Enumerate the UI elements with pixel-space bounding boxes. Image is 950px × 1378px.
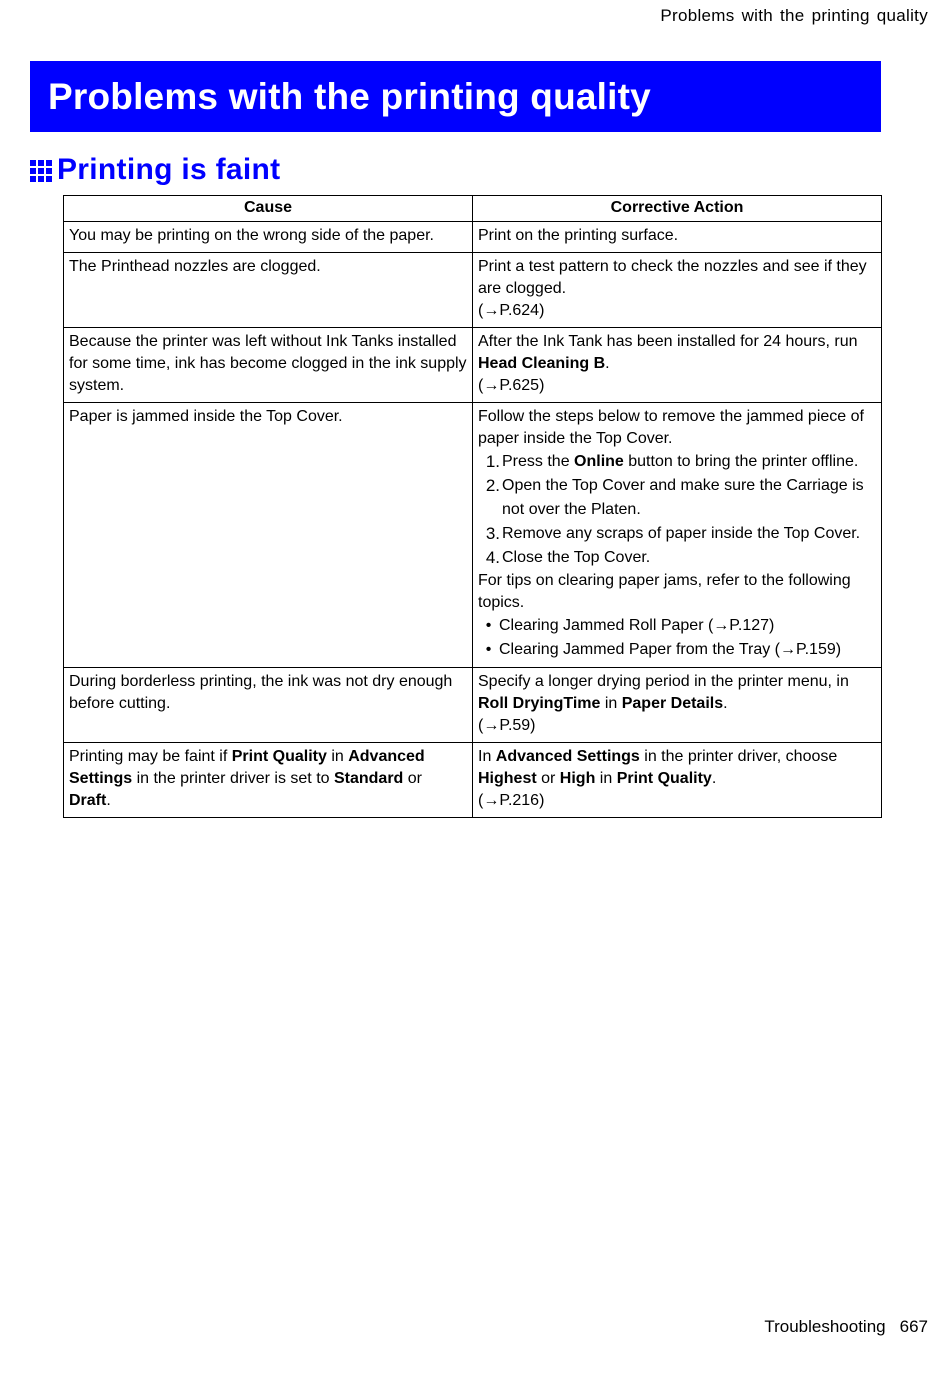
cell-line xyxy=(478,746,876,790)
text-run: in the printer driver, choose xyxy=(639,748,838,765)
table-row xyxy=(64,403,882,668)
text-run: In xyxy=(478,748,496,765)
tip-text: Clearing Jammed Roll Paper (→P.127) xyxy=(499,617,775,634)
step-text xyxy=(500,474,876,522)
bold-term: Online xyxy=(574,453,624,470)
bold-term: Paper Details xyxy=(621,695,724,712)
tip-text: Clearing Jammed Paper from the Tray (→P.159) xyxy=(499,641,842,658)
table-row xyxy=(64,668,882,743)
section-title: Printing is faint xyxy=(57,153,281,186)
cell-line xyxy=(478,300,876,322)
table-row xyxy=(64,743,882,818)
grid-icon xyxy=(30,160,52,182)
text-run: Remove any scraps of paper inside the Top Cover. xyxy=(502,525,861,542)
cell-line xyxy=(478,790,876,812)
text-run: (→P.59) xyxy=(478,717,536,734)
page-title-bar xyxy=(30,61,881,132)
running-footer xyxy=(764,1317,928,1337)
troubleshooting-table xyxy=(63,195,882,818)
text-run: During borderless printing, the ink was not dry enough before cutting. xyxy=(69,673,453,712)
text-run: or xyxy=(403,770,422,787)
action-cell xyxy=(473,403,882,668)
column-header-cause: Cause xyxy=(64,196,473,222)
cause-cell xyxy=(64,328,473,403)
text-run: Open the Top Cover and make sure the Carriage is not over the Platen. xyxy=(502,477,864,518)
page-title: Problems with the printing quality xyxy=(48,75,651,117)
action-cell xyxy=(473,668,882,743)
step-item xyxy=(478,522,876,546)
column-header-action: Corrective Action xyxy=(473,196,882,222)
page-number: 667 xyxy=(899,1317,928,1336)
text-run: (→P.216) xyxy=(478,792,545,809)
bold-term: Advanced Settings xyxy=(69,748,425,787)
bold-term: Standard xyxy=(333,770,404,787)
bold-term: Head Cleaning B xyxy=(478,355,606,372)
cell-line xyxy=(69,406,467,428)
bullet-icon: • xyxy=(485,641,492,658)
cell-line xyxy=(478,256,876,300)
bold-term: Print Quality xyxy=(616,770,712,787)
bold-term: Highest xyxy=(478,770,537,787)
text-run: After the Ink Tank has been installed for 24 hours, run xyxy=(478,333,858,350)
step-number: 2. xyxy=(485,476,500,495)
table-row xyxy=(64,253,882,328)
text-run: . xyxy=(711,770,717,787)
table-header-row xyxy=(64,196,882,222)
cause-cell xyxy=(64,743,473,818)
bold-term: Print Quality xyxy=(231,748,327,765)
cell-line xyxy=(478,671,876,715)
step-number: 4. xyxy=(485,548,500,567)
step-item xyxy=(478,474,876,522)
text-run: Print a test pattern to check the nozzles and see if they are clogged. xyxy=(478,258,867,297)
bold-term: Draft xyxy=(69,792,107,809)
cell-line xyxy=(478,331,876,375)
step-item xyxy=(478,450,876,474)
text-run: Print on the printing surface. xyxy=(478,227,679,244)
table-row xyxy=(64,222,882,253)
text-run: Press the xyxy=(502,453,575,470)
bullet-icon: • xyxy=(485,617,492,634)
tip-item xyxy=(478,638,876,662)
cell-line xyxy=(478,225,876,247)
text-run: Close the Top Cover. xyxy=(502,549,651,566)
text-run: . xyxy=(605,355,610,372)
action-cell xyxy=(473,328,882,403)
text-run: You may be printing on the wrong side of the paper. xyxy=(69,227,434,244)
action-cell xyxy=(473,253,882,328)
text-run: Because the printer was left without Ink Tanks installed for some time, ink has become clogged in the ink supply system. xyxy=(69,333,467,394)
text-run: Specify a longer drying period in the printer menu, in xyxy=(478,673,849,690)
step-number: 1. xyxy=(485,452,500,471)
text-run: . xyxy=(723,695,728,712)
cause-cell xyxy=(64,222,473,253)
text-run: in xyxy=(326,748,349,765)
step-item xyxy=(478,546,876,570)
cause-cell xyxy=(64,403,473,668)
section-heading xyxy=(30,150,280,190)
cause-cell xyxy=(64,668,473,743)
cell-line xyxy=(69,225,467,247)
step-text xyxy=(500,546,650,570)
text-run: . xyxy=(106,792,111,809)
table-row xyxy=(64,328,882,403)
step-number: 3. xyxy=(485,524,500,543)
text-run: (→P.624) xyxy=(478,302,545,319)
text-run: Printing may be faint if xyxy=(69,748,232,765)
step-text xyxy=(500,450,858,474)
cell-line xyxy=(69,746,467,812)
footer-section-name: Troubleshooting xyxy=(764,1317,886,1336)
cell-line xyxy=(69,671,467,715)
text-run: in xyxy=(600,695,622,712)
tip-item xyxy=(478,614,876,638)
cause-cell xyxy=(64,253,473,328)
text-run: The Printhead nozzles are clogged. xyxy=(69,258,321,275)
text-run: Paper is jammed inside the Top Cover. xyxy=(69,408,343,425)
text-run: in the printer driver is set to xyxy=(132,770,334,787)
step-text xyxy=(500,522,860,546)
action-intro: Follow the steps below to remove the jammed piece of paper inside the Top Cover. xyxy=(478,408,864,447)
cell-line xyxy=(478,375,876,397)
text-run: (→P.625) xyxy=(478,377,545,394)
action-cell xyxy=(473,222,882,253)
cell-line xyxy=(69,331,467,397)
cell-line xyxy=(69,256,467,278)
running-header: Problems with the printing quality xyxy=(660,6,928,25)
tips-intro: For tips on clearing paper jams, refer to the following topics. xyxy=(478,572,851,611)
text-run: in xyxy=(595,770,617,787)
bold-term: High xyxy=(559,770,596,787)
text-run: button to bring the printer offline. xyxy=(623,453,859,470)
bold-term: Roll DryingTime xyxy=(478,695,601,712)
action-cell xyxy=(473,743,882,818)
cell-line xyxy=(478,715,876,737)
text-run: or xyxy=(536,770,560,787)
bold-term: Advanced Settings xyxy=(495,748,640,765)
